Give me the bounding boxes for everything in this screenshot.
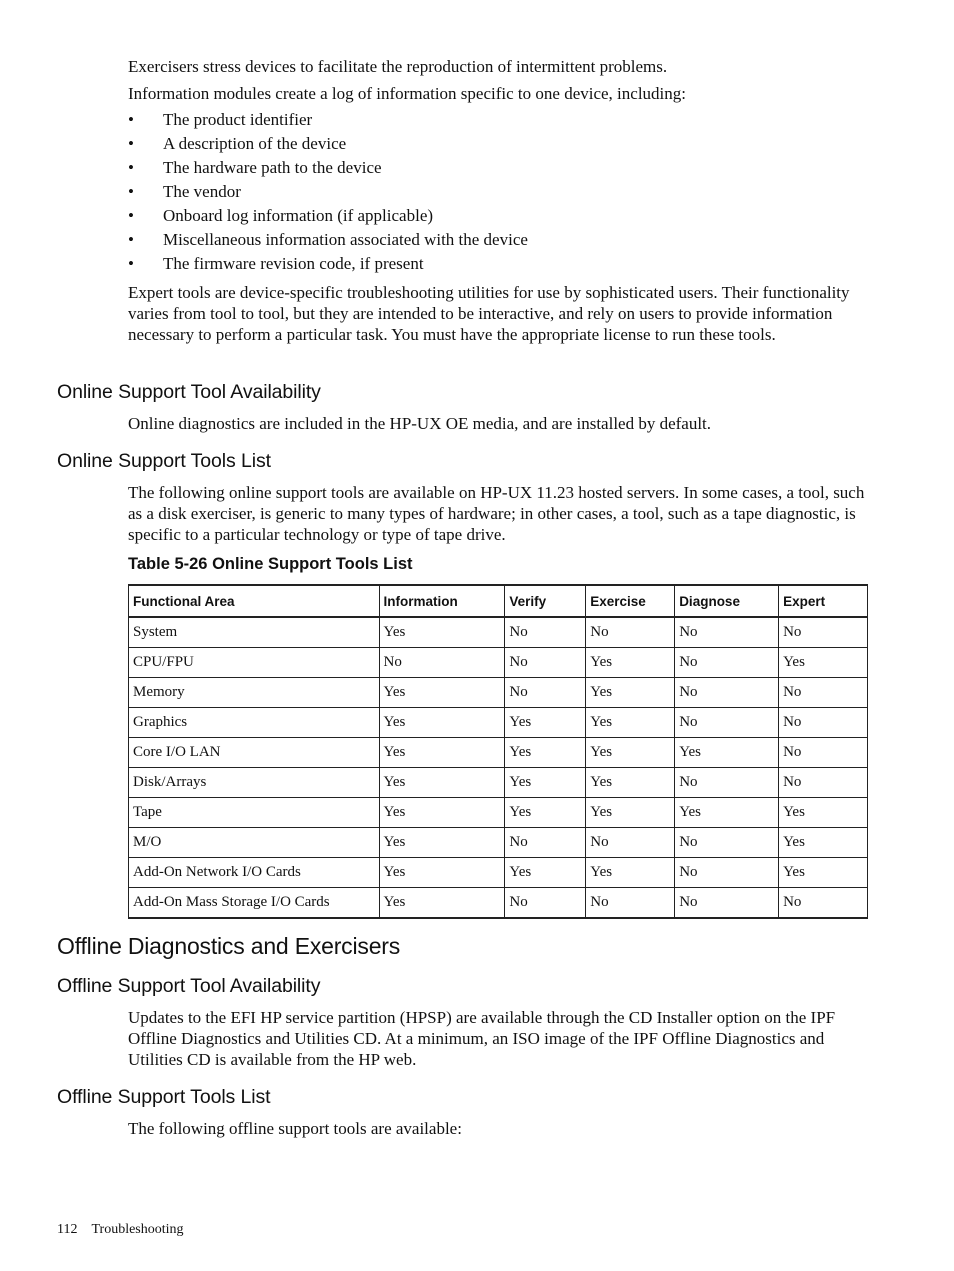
expert-tools-paragraph: Expert tools are device-specific troubleshooting utilities for use by sophisticated users. Their functionality varies from tool to tool, but they are intended to be interactive, and rely on users to provide information necessary to perform a particular task. You must have the appropriate license to run these tools. xyxy=(128,283,850,344)
table-cell: No xyxy=(586,617,675,648)
table-cell: Yes xyxy=(586,858,675,888)
intro-paragraph-exercisers: Exercisers stress devices to facilitate the reproduction of intermittent problems. xyxy=(128,57,668,76)
list-item: • The firmware revision code, if present xyxy=(128,254,424,273)
table-cell: No xyxy=(779,617,868,648)
table-cell: Yes xyxy=(586,738,675,768)
table-cell: No xyxy=(779,738,868,768)
list-item: • Miscellaneous information associated with the device xyxy=(128,230,528,249)
table-cell: No xyxy=(779,678,868,708)
table-row xyxy=(129,648,868,678)
table-cell: No xyxy=(675,708,779,738)
table-cell: Yes xyxy=(379,888,505,919)
table-row xyxy=(129,828,868,858)
table-cell: No xyxy=(675,858,779,888)
online-availability-heading: Online Support Tool Availability xyxy=(57,381,321,403)
table-cell: No xyxy=(675,888,779,919)
table-cell: M/O xyxy=(129,828,380,858)
table-cell: Yes xyxy=(586,678,675,708)
header-functional-area: Functional Area xyxy=(129,585,380,617)
table-cell: Yes xyxy=(379,617,505,648)
table-cell: Yes xyxy=(779,828,868,858)
table-row xyxy=(129,858,868,888)
table-cell: No xyxy=(675,828,779,858)
table-cell: Yes xyxy=(505,798,586,828)
header-expert: Expert xyxy=(779,585,868,617)
table-cell: Memory xyxy=(129,678,380,708)
offline-section-heading: Offline Diagnostics and Exercisers xyxy=(57,933,401,959)
offline-availability-heading: Offline Support Tool Availability xyxy=(57,975,321,997)
table-cell: Yes xyxy=(586,648,675,678)
offline-list-text: The following offline support tools are available: xyxy=(128,1119,462,1138)
table-cell: Yes xyxy=(675,798,779,828)
table-row xyxy=(129,768,868,798)
online-support-tools-table xyxy=(128,584,868,919)
table-cell: Add-On Mass Storage I/O Cards xyxy=(129,888,380,919)
online-list-heading: Online Support Tools List xyxy=(57,450,271,472)
table-cell: Yes xyxy=(379,738,505,768)
table-cell: Yes xyxy=(779,648,868,678)
table-cell: No xyxy=(675,648,779,678)
list-item: • The hardware path to the device xyxy=(128,158,382,177)
table-row xyxy=(129,708,868,738)
table-cell: Tape xyxy=(129,798,380,828)
table-cell: No xyxy=(675,617,779,648)
table-cell: Yes xyxy=(586,708,675,738)
page-footer xyxy=(57,1222,184,1238)
table-cell: No xyxy=(675,678,779,708)
table-cell: Yes xyxy=(675,738,779,768)
table-cell: Yes xyxy=(379,768,505,798)
header-diagnose: Diagnose xyxy=(675,585,779,617)
table-cell: No xyxy=(586,888,675,919)
offline-availability-text: Updates to the EFI HP service partition (HPSP) are available through the CD Installer option on the IPF Offline Diagnostics and Utilities CD. At a minimum, an ISO image of the IPF Offline Diagnostics and Utilities CD is available from the HP web. xyxy=(128,1008,836,1069)
list-item: • Onboard log information (if applicable) xyxy=(128,206,434,225)
online-list-text: The following online support tools are available on HP-UX 11.23 hosted servers. In some cases, a tool, such as a disk exerciser, is generic to many types of hardware; in other cases, a tool, such as a tape diagnostic, is specific to a particular technology or type of tape drive. xyxy=(128,483,865,544)
table-cell: Yes xyxy=(505,768,586,798)
table-cell: No xyxy=(505,678,586,708)
table-cell: No xyxy=(779,888,868,919)
table-row xyxy=(129,738,868,768)
table-cell: Yes xyxy=(586,798,675,828)
table-cell: Yes xyxy=(379,678,505,708)
list-item: • The vendor xyxy=(128,182,241,201)
table-cell: Yes xyxy=(379,828,505,858)
intro-paragraph-information-modules: Information modules create a log of information specific to one device, including: xyxy=(128,84,686,103)
table-cell: Yes xyxy=(505,858,586,888)
table-cell: No xyxy=(505,617,586,648)
table-cell: Yes xyxy=(379,858,505,888)
table-cell: No xyxy=(586,828,675,858)
list-item: • The product identifier xyxy=(128,110,313,129)
table-cell: No xyxy=(505,888,586,919)
information-bullet-list xyxy=(128,109,528,277)
table-caption: Table 5-26 Online Support Tools List xyxy=(128,555,413,573)
offline-list-heading: Offline Support Tools List xyxy=(57,1086,271,1108)
table-cell: Yes xyxy=(779,798,868,828)
table-cell: No xyxy=(779,708,868,738)
table-cell: No xyxy=(505,828,586,858)
header-exercise: Exercise xyxy=(586,585,675,617)
table-cell: Yes xyxy=(379,798,505,828)
table-row xyxy=(129,888,868,919)
table-cell: Yes xyxy=(505,708,586,738)
table-cell: Disk/Arrays xyxy=(129,768,380,798)
table-cell: No xyxy=(779,768,868,798)
table-cell: Yes xyxy=(379,708,505,738)
table-cell: Yes xyxy=(779,858,868,888)
page-number: 112 xyxy=(57,1222,78,1237)
table-cell: Yes xyxy=(505,738,586,768)
table-cell: Yes xyxy=(586,768,675,798)
table-cell: No xyxy=(379,648,505,678)
table-row xyxy=(129,798,868,828)
table-row xyxy=(129,678,868,708)
table-cell: Add-On Network I/O Cards xyxy=(129,858,380,888)
table-cell: No xyxy=(675,768,779,798)
table-cell: Core I/O LAN xyxy=(129,738,380,768)
online-availability-text: Online diagnostics are included in the HP-UX OE media, and are installed by default. xyxy=(128,414,712,433)
table-cell: System xyxy=(129,617,380,648)
header-verify: Verify xyxy=(505,585,586,617)
header-information: Information xyxy=(379,585,505,617)
footer-section-title: Troubleshooting xyxy=(91,1222,184,1237)
list-item: • A description of the device xyxy=(128,134,347,153)
table-cell: No xyxy=(505,648,586,678)
table-cell: Graphics xyxy=(129,708,380,738)
table-row xyxy=(129,617,868,648)
table-cell: CPU/FPU xyxy=(129,648,380,678)
table-header-row xyxy=(129,585,868,617)
